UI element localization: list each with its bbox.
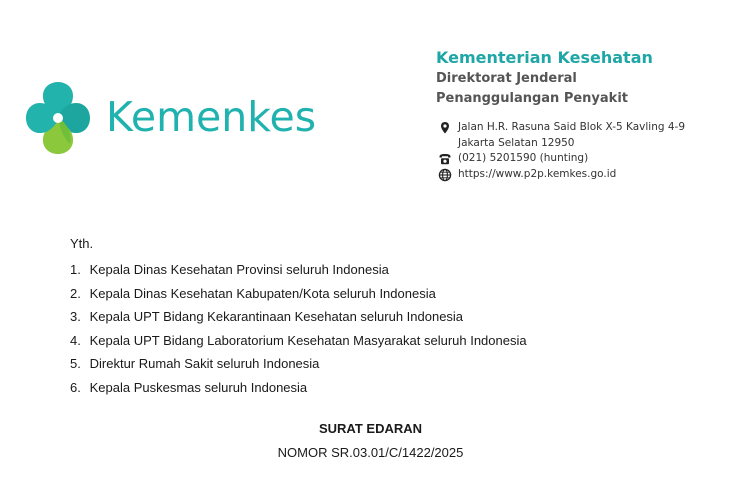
phone-row [438, 151, 738, 167]
globe-icon [438, 168, 452, 182]
list-item: 4. Kepala UPT Bidang Laboratorium Kesehatan Masyarakat seluruh Indonesia [70, 332, 527, 348]
address-row-2 [438, 136, 738, 152]
list-item: 1. Kepala Dinas Kesehatan Provinsi seluruh Indonesia [70, 262, 389, 277]
letter-body [70, 234, 710, 400]
phone-number: (021) 5201590 (hunting) [458, 152, 589, 164]
directorate-line-1: Direktorat Jenderal [436, 71, 577, 86]
recipient-list [70, 258, 710, 400]
address-line-1: Jalan H.R. Rasuna Said Blok X-5 Kavling 4-9 [458, 121, 686, 133]
list-item: 2. Kepala Dinas Kesehatan Kabupaten/Kota seluruh Indonesia [70, 285, 436, 301]
kemenkes-logo-icon [22, 78, 94, 158]
address-line-2: Jakarta Selatan 12950 [458, 136, 575, 149]
telephone-icon [438, 152, 452, 166]
salutation: Yth. [70, 236, 94, 251]
logo-wordmark: Kemenkes [106, 93, 317, 141]
list-item: 3. Kepala UPT Bidang Kekarantinaan Kesehatan seluruh Indonesia [70, 309, 464, 325]
organization-header [436, 47, 736, 109]
list-item: 6. Kepala Puskesmas seluruh Indonesia [70, 379, 308, 395]
website-url[interactable]: https://www.p2p.kemkes.go.id [458, 167, 617, 180]
document-number: NOMOR SR.03.01/C/1422/2025 [277, 445, 464, 460]
list-item: 5. Direktur Rumah Sakit seluruh Indonesia [70, 356, 320, 372]
contact-block [438, 120, 738, 182]
directorate-line-2: Penanggulangan Penyakit [436, 91, 628, 106]
address-row [438, 120, 738, 136]
location-pin-icon [438, 121, 452, 135]
organization-name: Kementerian Kesehatan [436, 48, 653, 67]
website-row [438, 167, 738, 183]
document-title: SURAT EDARAN [318, 421, 423, 436]
